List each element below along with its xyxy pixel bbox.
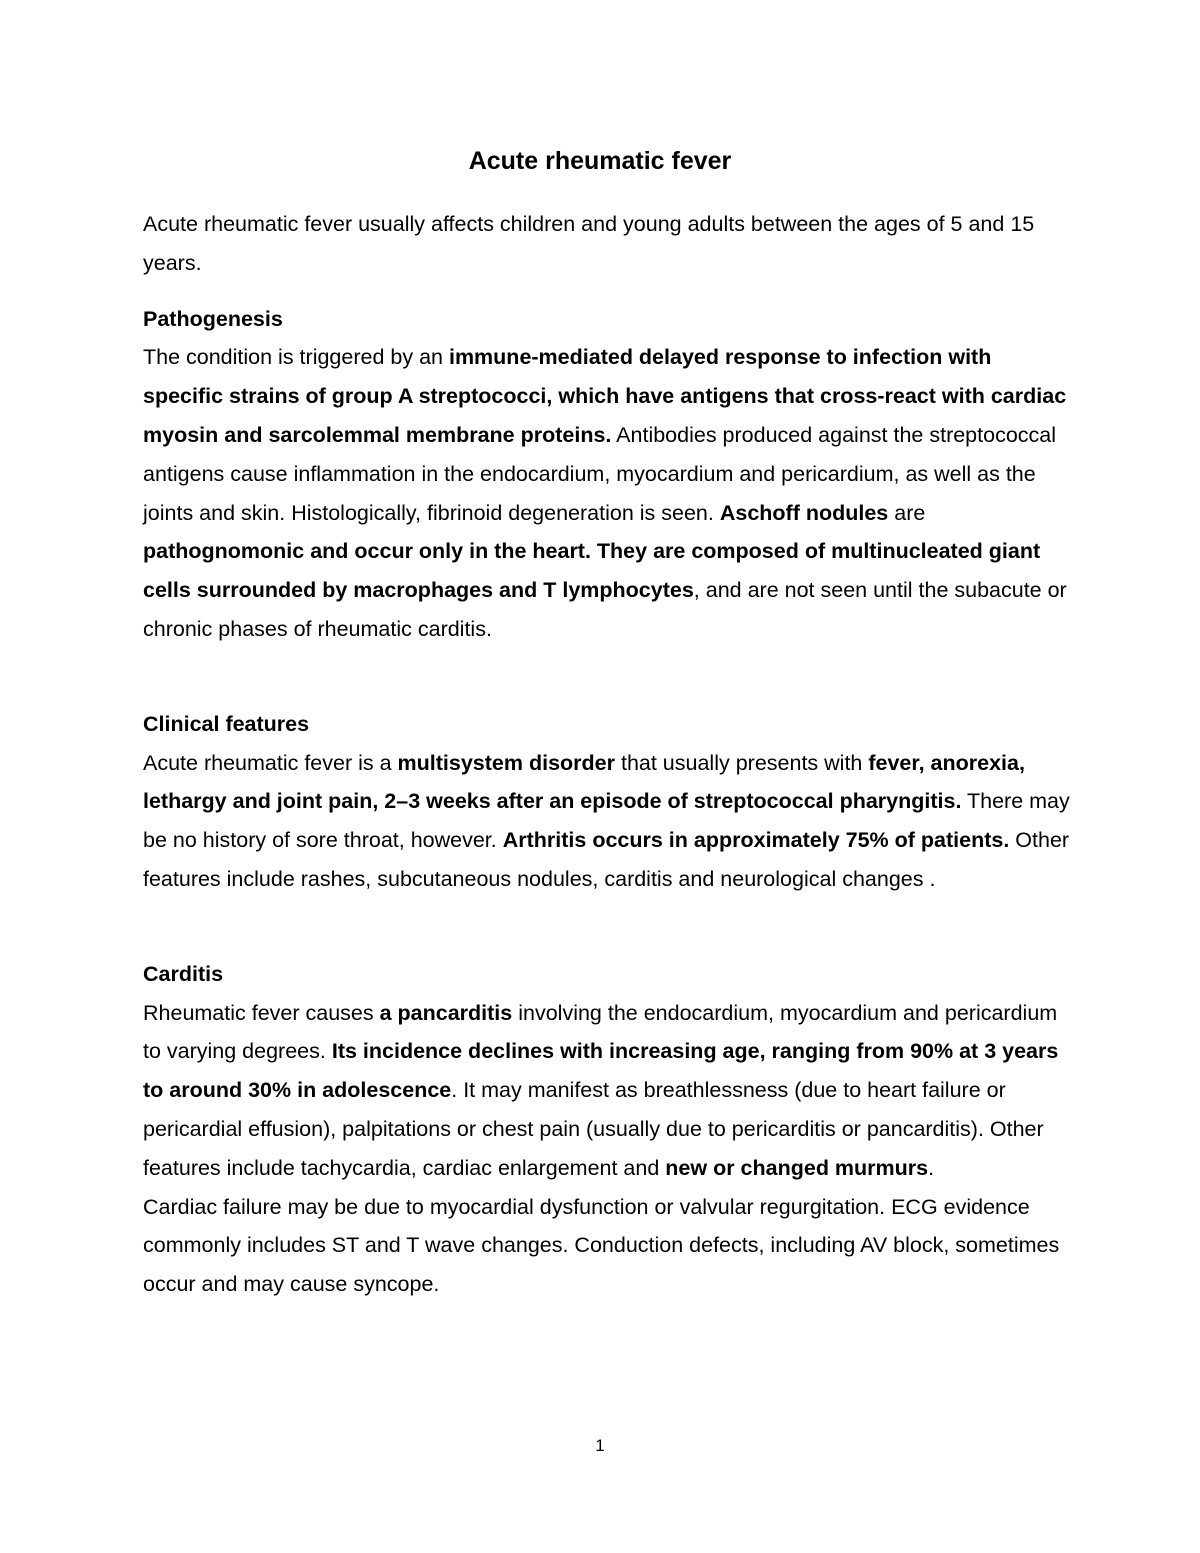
document-body	[143, 205, 1073, 1304]
bold-run: pathognomonic and occur only in the heart. They are composed of multinucleated giant cells surrounded by macrophages and T lymphocytes	[143, 539, 1041, 603]
text-run: Rheumatic fever causes	[143, 1000, 380, 1025]
text-run: There may be no history of sore throat, however.	[143, 789, 1070, 853]
bold-run: fever, anorexia, lethargy and joint pain, 2–3 weeks after an episode of streptococcal pharyngitis.	[143, 750, 1025, 814]
text-run: Acute rheumatic fever is a	[143, 750, 398, 775]
intro-paragraph: Acute rheumatic fever usually affects children and young adults between the ages of 5 and 15 years.	[143, 212, 1035, 275]
text-run: Other features include rashes, subcutaneous nodules, carditis and neurological changes .	[143, 828, 1070, 891]
bold-run: a pancarditis	[379, 1000, 513, 1025]
clinical-features-paragraph	[143, 744, 1073, 899]
pathogenesis-paragraph	[143, 338, 1073, 648]
bold-run: multisystem disorder	[397, 750, 615, 775]
text-run: that usually presents with	[615, 750, 869, 775]
page-number: 1	[595, 1436, 605, 1455]
carditis-paragraph	[143, 994, 1073, 1188]
heading-carditis: Carditis	[143, 961, 224, 986]
text-run: are	[888, 500, 926, 525]
text-run: . It may manifest as breathlessness (due to heart failure or pericardial effusion), palpitations or chest pain (usually due to pericarditis or pancarditis). Other features include tachycardia, cardiac enlargement and	[143, 1078, 1044, 1180]
bold-run: immune-mediated delayed response to infection with specific strains of group A streptococci, which have antigens that cross-react with cardiac myosin and sarcolemmal membrane proteins.	[143, 345, 1067, 447]
page-title: Acute rheumatic fever	[468, 147, 732, 175]
text-run: The condition is triggered by an	[143, 345, 449, 370]
text-run: , and are not seen until the subacute or chronic phases of rheumatic carditis.	[143, 578, 1067, 641]
bold-run: new or changed murmurs	[665, 1155, 929, 1180]
text-run: involving the endocardium, myocardium and pericardium to varying degrees.	[143, 1000, 1058, 1064]
bold-run: Aschoff nodules	[719, 500, 889, 525]
heading-pathogenesis: Pathogenesis	[143, 306, 283, 331]
text-run: Antibodies produced against the streptococcal antigens cause inflammation in the endocardium, myocardium and pericardium, as well as the joints and skin. Histologically, fibrinoid degeneration is seen.	[143, 422, 1057, 525]
heading-clinical-features: Clinical features	[143, 711, 310, 736]
bold-run: Arthritis occurs in approximately 75% of patients.	[502, 828, 1010, 853]
text-run: .	[928, 1155, 935, 1180]
carditis-paragraph-2: Cardiac failure may be due to myocardial dysfunction or valvular regurgitation. ECG evidence commonly includes ST and T wave changes. Conduction defects, including AV block, sometimes occur and may cause syncope.	[143, 1194, 1060, 1297]
bold-run: Its incidence declines with increasing age, ranging from 90% at 3 years to around 30% in adolescence	[143, 1039, 1059, 1103]
